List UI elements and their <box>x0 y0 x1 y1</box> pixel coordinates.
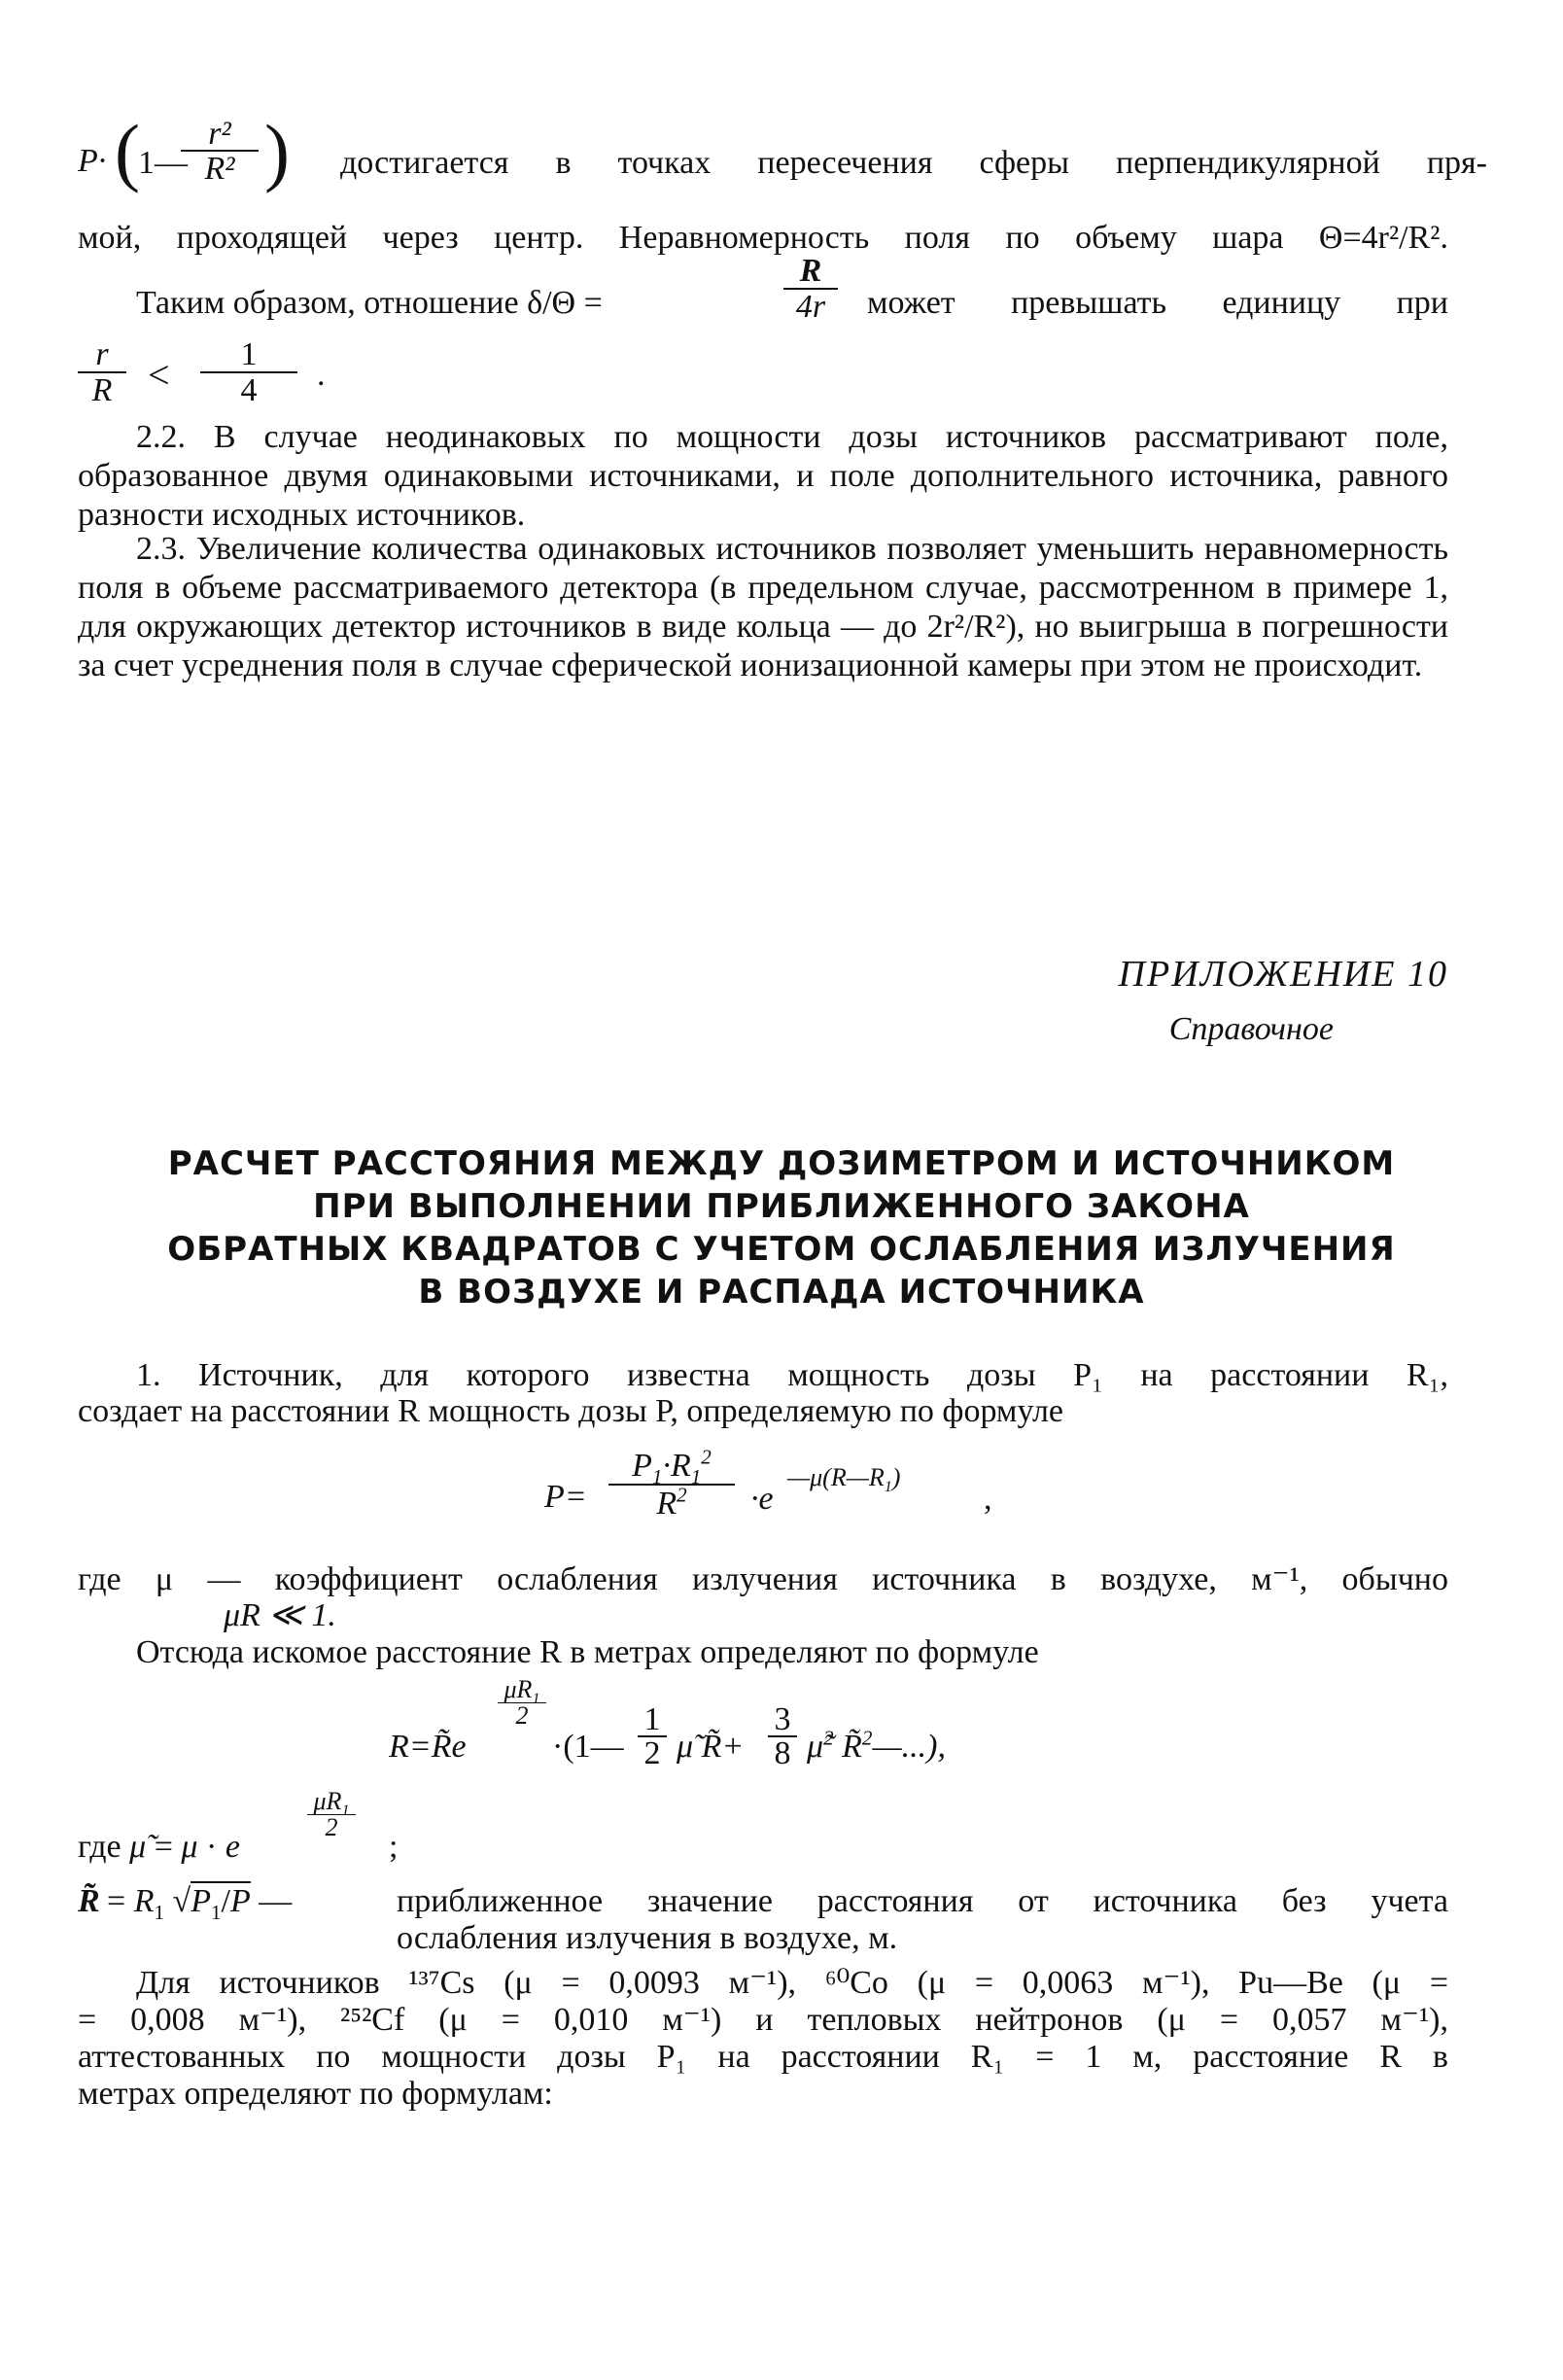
section-title <box>117 1142 1446 1313</box>
formula-fraction <box>181 116 259 187</box>
title-line-4: В ВОЗДУХЕ И РАСПАДА ИСТОЧНИКА <box>418 1273 1145 1312</box>
paragraph-2-2: 2.2. В случае неодинаковых по мощности дозы источников рассматривают поле, образованное двумя одинаковыми источниками, и поле дополнительного источника, равного разности исходных источников. <box>78 419 1448 533</box>
line-2: мой, проходящей через центр. Неравномерность поля по объему шара Θ=4r²/R². <box>78 220 1448 256</box>
line3-post: может превышать единицу при <box>867 285 1448 321</box>
section1-p3-line-2: = 0,008 м⁻¹), ²⁵²Cf (μ = 0,010 м⁻¹) и тепловых нейтронов (μ = 0,057 м⁻¹), <box>78 2002 1448 2038</box>
paren-left: ( <box>115 109 140 193</box>
rtilde-text-1: приближенное значение расстояния от источника без учета <box>397 1883 1448 1919</box>
section1-paragraph-2: Отсюда искомое расстояние R в метрах определяют по формуле <box>136 1634 1039 1670</box>
line3-pre: Таким образом, отношение δ/Θ = <box>136 285 603 321</box>
less-than-sign: < <box>148 353 170 397</box>
appendix-label: ПРИЛОЖЕНИЕ 10 <box>1118 954 1448 995</box>
line3-frac-num: R <box>799 253 822 289</box>
line1-text: достигается в точках пересечения сферы перпендикулярной пря- <box>340 145 1487 181</box>
line3-fraction <box>783 255 838 325</box>
fraction-numerator: r² <box>208 116 231 152</box>
section1-p3-line-4: метрах определяют по формулам: <box>78 2076 553 2112</box>
appendix-sublabel: Справочное <box>1168 1011 1334 1047</box>
section1-p3-line-1: Для источников ¹³⁷Cs (μ = 0,0093 м⁻¹), ⁶⁰Co (μ = 0,0063 м⁻¹), Pu—Be (μ = <box>136 1965 1448 2001</box>
title-line-3: ОБРАТНЫХ КВАДРАТОВ С УЧЕТОМ ОСЛАБЛЕНИЯ ИЗЛУЧЕНИЯ <box>167 1230 1396 1269</box>
formula1-fraction: $P_1\cdot R_1^2$ $R^2$ <box>608 1449 735 1522</box>
section1-line-2: создает на расстоянии R мощность дозы P, определяемую по формуле <box>78 1393 1064 1429</box>
formula-2: R=R̃e $\mu R_1$ 2 ·(1— 1 2 μ̃ R̃+ 3 8 μ̃$^2$ R̃$^2$—...), <box>389 1675 947 1771</box>
where-mu-tilde: где μ̃ = μ · e $\mu R_1$ 2 ; <box>78 1787 399 1865</box>
rtilde-definition: R̃ = $R_1$ $√P_1/P$ — приближенное значение расстояния от источника без учета ослабления излучения в воздухе, м. <box>78 1883 1448 1956</box>
section1-p3-line-3: аттестованных по мощности дозы P₁ на расстоянии R₁ = 1 м, расстояние R в <box>78 2039 1448 2075</box>
paren-right: ) <box>264 109 290 193</box>
line-4: r R < 1 4 . <box>78 338 467 416</box>
title-line-2: ПРИ ВЫПОЛНЕНИИ ПРИБЛИЖЕННОГО ЗАКОНА <box>313 1187 1250 1226</box>
formula-pre-factor: P· <box>78 143 107 179</box>
paragraph-2-3: 2.3. Увеличение количества одинаковых источников позволяет уменьшить неравномерность поля в объеме рассматриваемого детектора (в предельном случае, рассмотренном в примере 1, для окружающих детектор источников в виде кольца — до 2r²/R²), но выигрыша в погрешности за счет усреднения поля в случае сферической ионизационной камеры при этом не происходит. <box>78 531 1448 683</box>
formula-one-minus: 1— <box>138 145 188 181</box>
where-mu-line-1: где μ — коэффициент ослабления излучения источника в воздухе, м⁻¹, обычно <box>78 1561 1448 1597</box>
title-line-1: РАСЧЕТ РАССТОЯНИЯ МЕЖДУ ДОЗИМЕТРОМ И ИСТОЧНИКОМ <box>167 1144 1396 1183</box>
line-3 <box>136 255 1448 332</box>
fraction-denominator: R² <box>181 150 259 187</box>
line4-frac-r: r R <box>78 338 126 408</box>
rtilde-text-2: ослабления излучения в воздухе, м. <box>397 1920 898 1956</box>
section1-line-1: 1. Источник, для которого известна мощность дозы P₁ на расстоянии R₁, <box>136 1357 1448 1393</box>
line4-frac-quarter: 1 4 <box>200 338 297 408</box>
where-mu-line-2: μR ≪ 1. <box>224 1597 336 1633</box>
formula-1: P= $P_1\cdot R_1^2$ $R^2$ ·e $—\mu(R—R_1)$ , <box>544 1445 992 1522</box>
formula-line-1 <box>78 109 1487 193</box>
line3-frac-den: 4r <box>783 288 838 325</box>
